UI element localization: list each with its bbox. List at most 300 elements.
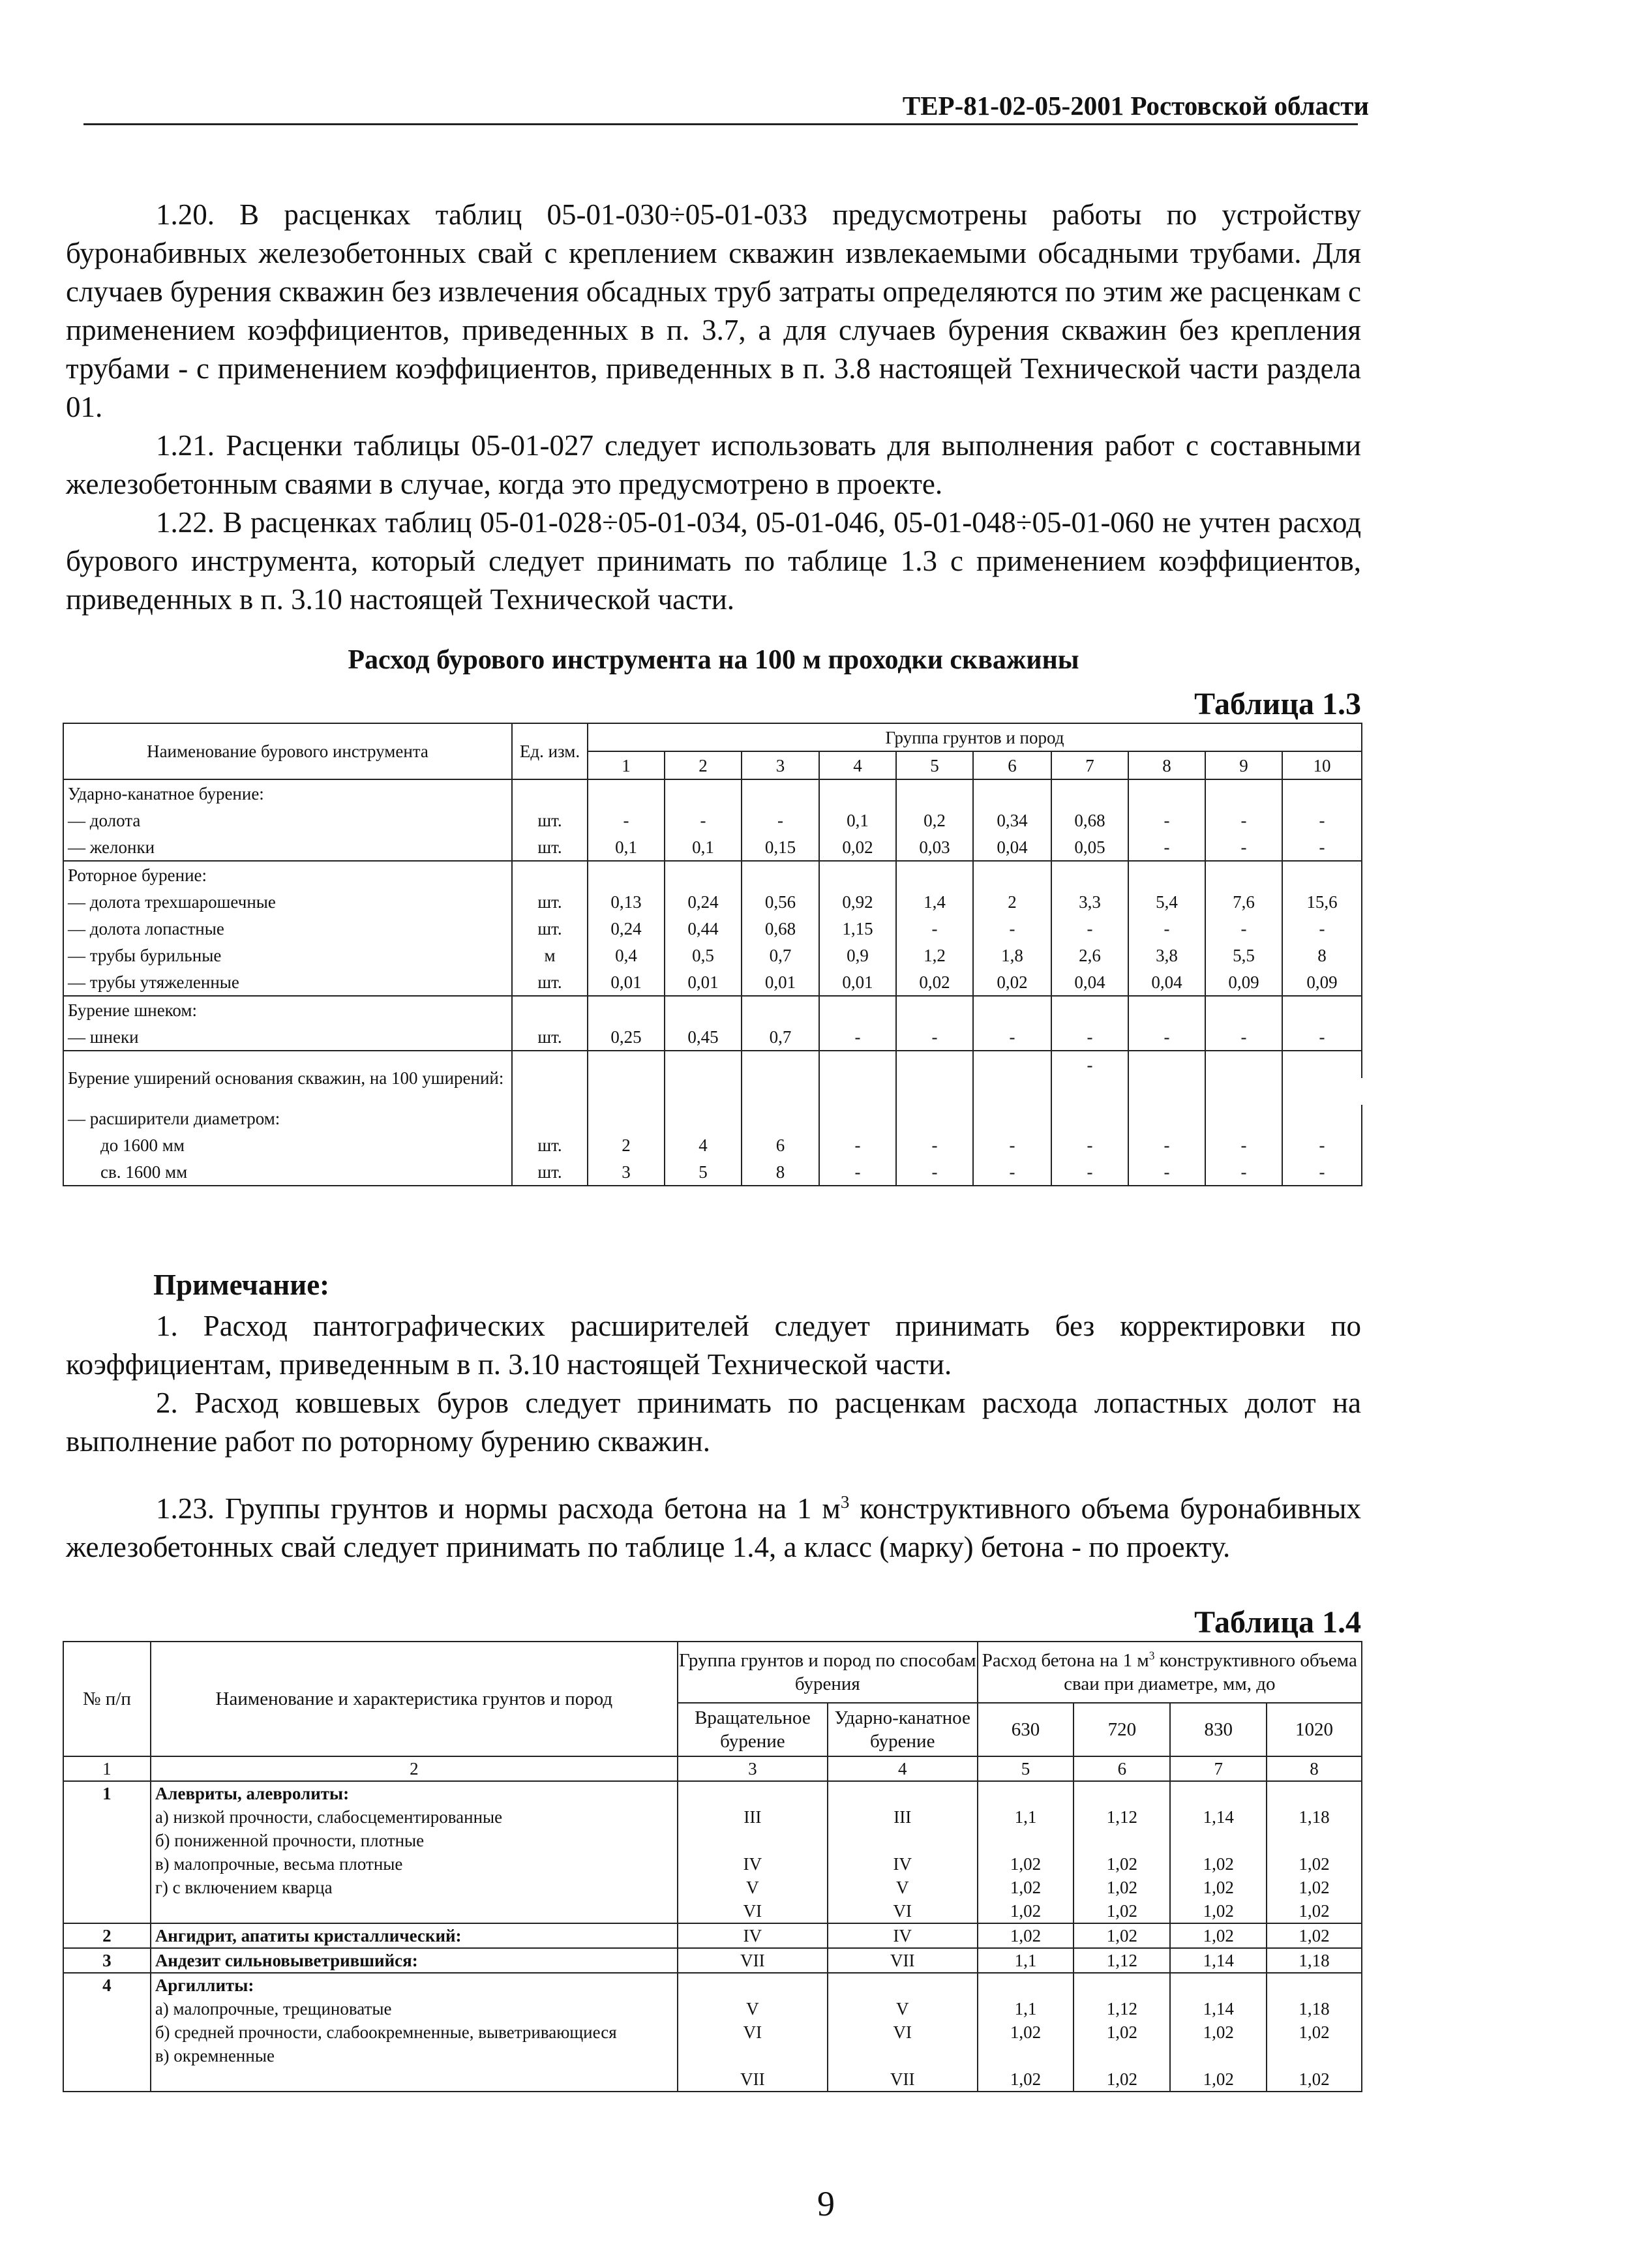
cell-line: IV bbox=[893, 1926, 912, 1945]
tool-value: 0,04 bbox=[973, 833, 1051, 861]
empty-cell bbox=[665, 779, 742, 807]
empty-cell bbox=[1128, 779, 1205, 807]
tool-value: - bbox=[1282, 807, 1362, 833]
tool-value: 2,6 bbox=[1051, 942, 1128, 968]
consumption-value bbox=[1074, 1923, 1170, 1948]
soil-subtype: в) окремненные bbox=[155, 2046, 275, 2065]
cell-line: VII bbox=[740, 2069, 765, 2089]
paragraph-1-23 bbox=[66, 1490, 1361, 1567]
spacer bbox=[828, 1782, 977, 1805]
tool-value: 0,68 bbox=[742, 915, 819, 942]
cell-line: 1,02 bbox=[1010, 1854, 1042, 1874]
cell-line: 1,12 bbox=[1106, 1807, 1137, 1827]
table-row bbox=[63, 833, 1362, 861]
header-consumption-superscript: 3 bbox=[1149, 1649, 1155, 1662]
tool-value: 2 bbox=[588, 1132, 665, 1158]
tool-unit: шт. bbox=[512, 1132, 588, 1158]
note-2: 2. Расход ковшевых буров следует принимать по расценкам расхода лопастных долот на выполнение работ по роторному бурению скважин. bbox=[66, 1387, 1361, 1458]
empty-cell bbox=[512, 1051, 588, 1078]
header-diameter-720: 720 bbox=[1074, 1703, 1170, 1756]
table-row bbox=[63, 1132, 1362, 1158]
soil-subtype: г) с включением кварца bbox=[155, 1878, 333, 1897]
soil-subtype: б) средней прочности, слабоокремненные, выветривающиеся bbox=[155, 2022, 617, 2042]
tool-value: - bbox=[1051, 1132, 1128, 1158]
tool-value: 0,7 bbox=[742, 942, 819, 968]
section-title: Бурение шнеком: bbox=[63, 996, 512, 1023]
tool-value: 5 bbox=[665, 1158, 742, 1186]
spacer bbox=[678, 2044, 827, 2067]
tool-name: — долота лопастные bbox=[63, 915, 512, 942]
cell-line: 1,12 bbox=[1106, 1951, 1137, 1970]
column-number: 9 bbox=[1205, 751, 1282, 779]
tool-value: - bbox=[896, 1132, 973, 1158]
table-row bbox=[63, 807, 1362, 833]
tool-value: 4 bbox=[665, 1132, 742, 1158]
empty-cell bbox=[665, 1051, 742, 1078]
header-soil-name: Наименование и характеристика грунтов и пород bbox=[151, 1642, 678, 1756]
header-rotary: Вращательное бурение bbox=[678, 1703, 828, 1756]
cell-line: VII bbox=[890, 1951, 915, 1970]
empty-cell bbox=[896, 1078, 973, 1105]
empty-cell bbox=[1128, 1105, 1205, 1132]
tool-value: - bbox=[665, 807, 742, 833]
spacer bbox=[1074, 1829, 1169, 1852]
column-number: 7 bbox=[1051, 751, 1128, 779]
empty-cell bbox=[1282, 1105, 1362, 1132]
empty-cell bbox=[512, 1105, 588, 1132]
table-1-3-header-row bbox=[63, 723, 1362, 751]
tool-value: 0,4 bbox=[588, 942, 665, 968]
consumption-value bbox=[1170, 1973, 1267, 2092]
tool-value: - bbox=[1205, 833, 1282, 861]
cell-line: 1,02 bbox=[1299, 1878, 1330, 1897]
paragraph-1-23-superscript: 3 bbox=[840, 1492, 850, 1512]
tool-unit: шт. bbox=[512, 833, 588, 861]
tool-value: 0,02 bbox=[973, 968, 1051, 996]
empty-cell bbox=[819, 861, 896, 888]
section-title: Бурение уширений основания скважин, на 100 уширений: bbox=[63, 1051, 512, 1105]
table-row bbox=[63, 968, 1362, 996]
column-number: 5 bbox=[978, 1756, 1074, 1781]
row-number: 3 bbox=[63, 1948, 151, 1973]
table-row bbox=[63, 942, 1362, 968]
tool-value: 0,44 bbox=[665, 915, 742, 942]
empty-cell bbox=[1128, 1078, 1205, 1105]
tool-value: - bbox=[1128, 1132, 1205, 1158]
page-number: 9 bbox=[817, 2184, 835, 2223]
consumption-value bbox=[1170, 1781, 1267, 1923]
spacer bbox=[1171, 2044, 1266, 2067]
cell-line: V bbox=[746, 1999, 759, 2019]
header-diameter-1020: 1020 bbox=[1267, 1703, 1362, 1756]
tool-value: - bbox=[896, 915, 973, 942]
soil-row bbox=[63, 1948, 1362, 1973]
cell-line: IV bbox=[743, 1926, 762, 1945]
soil-title: Аргиллиты: bbox=[155, 1975, 254, 1995]
cell-line: 1,14 bbox=[1203, 1999, 1234, 2019]
spacer bbox=[678, 1974, 827, 1997]
spacer bbox=[1267, 1829, 1361, 1852]
empty-cell bbox=[512, 1078, 588, 1105]
header-rule bbox=[83, 123, 1358, 125]
tool-value: 8 bbox=[1282, 942, 1362, 968]
tool-value: 0,24 bbox=[588, 915, 665, 942]
table-1-3 bbox=[63, 723, 1362, 1186]
tool-value: 0,09 bbox=[1282, 968, 1362, 996]
tool-unit: м bbox=[512, 942, 588, 968]
cell-line: VI bbox=[743, 1901, 762, 1921]
empty-cell bbox=[896, 861, 973, 888]
cell-line: VI bbox=[743, 2022, 762, 2042]
empty-cell bbox=[819, 1078, 896, 1105]
soil-description bbox=[151, 1923, 678, 1948]
cell-line: 1,02 bbox=[1299, 2069, 1330, 2089]
cell-line: 1,02 bbox=[1010, 1878, 1042, 1897]
table-1-3-label: Таблица 1.3 bbox=[1194, 687, 1361, 721]
column-number: 5 bbox=[896, 751, 973, 779]
cell-line: 1,1 bbox=[1014, 1951, 1037, 1970]
cell-line: IV bbox=[893, 1854, 912, 1874]
empty-cell bbox=[1205, 1078, 1282, 1105]
column-number: 4 bbox=[828, 1756, 978, 1781]
consumption-value bbox=[1267, 1781, 1362, 1923]
cell-line: III bbox=[743, 1807, 762, 1827]
section-header-row bbox=[63, 861, 1362, 888]
cell-line: 1,02 bbox=[1299, 1854, 1330, 1874]
section-title: Роторное бурение: bbox=[63, 861, 512, 888]
column-number: 7 bbox=[1170, 1756, 1267, 1781]
tool-value: 15,6 bbox=[1282, 888, 1362, 915]
empty-cell bbox=[1282, 779, 1362, 807]
cell-line: 1,12 bbox=[1106, 1999, 1137, 2019]
spacer bbox=[978, 1974, 1074, 1997]
consumption-value bbox=[978, 1781, 1074, 1923]
consumption-value bbox=[1267, 1923, 1362, 1948]
consumption-value bbox=[1074, 1948, 1170, 1973]
section-subtitle: — расширители диаметром: bbox=[63, 1105, 512, 1132]
empty-cell bbox=[1282, 1051, 1362, 1078]
tool-value: 0,01 bbox=[819, 968, 896, 996]
empty-cell bbox=[973, 861, 1051, 888]
empty-cell bbox=[896, 996, 973, 1023]
cell-line: 1,02 bbox=[1299, 2022, 1330, 2042]
cell-line: 1,14 bbox=[1203, 1807, 1234, 1827]
consumption-value bbox=[1170, 1923, 1267, 1948]
tool-value: - bbox=[1205, 1132, 1282, 1158]
cell-line: VI bbox=[893, 2022, 912, 2042]
empty-cell bbox=[742, 861, 819, 888]
running-header: ТЕР-81-02-05-2001 Ростовской области bbox=[902, 91, 1369, 121]
cell-line: 1,02 bbox=[1106, 1854, 1137, 1874]
cell-line: VII bbox=[740, 1951, 765, 1970]
soil-subtype: в) малопрочные, весьма плотные bbox=[155, 1854, 403, 1874]
empty-cell bbox=[1282, 861, 1362, 888]
spacer bbox=[1267, 1974, 1361, 1997]
tool-name: — трубы утяжеленные bbox=[63, 968, 512, 996]
note-1: 1. Расход пантографических расширителей следует принимать без корректировки по коэффициентам, приведенным в п. 3.10 настоящей Технической части. bbox=[66, 1310, 1361, 1381]
tool-value: 3,3 bbox=[1051, 888, 1128, 915]
tool-value: 0,01 bbox=[742, 968, 819, 996]
cell-line: 1,02 bbox=[1106, 2022, 1137, 2042]
empty-cell bbox=[588, 1105, 665, 1132]
consumption-value bbox=[978, 1948, 1074, 1973]
cell-line: 1,02 bbox=[1010, 2022, 1042, 2042]
tool-value: 1,2 bbox=[896, 942, 973, 968]
header-consumption-part-2: конструктивного объема сваи при диаметре, мм, до bbox=[1064, 1650, 1357, 1694]
paragraph-1-23-part-2: конструктивного объема буронабивных железобетонных свай следует принимать по таблице 1.4, а класс (марку) бетона - по проекту. bbox=[66, 1492, 1362, 1563]
empty-cell bbox=[973, 1078, 1051, 1105]
tool-value: 3,8 bbox=[1128, 942, 1205, 968]
cell-line: 1,02 bbox=[1203, 2069, 1234, 2089]
tool-name: — трубы бурильные bbox=[63, 942, 512, 968]
spacer bbox=[1074, 1782, 1169, 1805]
column-number: 8 bbox=[1267, 1756, 1362, 1781]
table-row bbox=[63, 915, 1362, 942]
empty-cell bbox=[1205, 779, 1282, 807]
empty-cell bbox=[742, 1051, 819, 1078]
section-header-row bbox=[63, 996, 1362, 1023]
column-number: 6 bbox=[1074, 1756, 1170, 1781]
consumption-value bbox=[1170, 1948, 1267, 1973]
tool-value: - bbox=[1051, 1023, 1128, 1051]
empty-cell bbox=[819, 779, 896, 807]
empty-cell bbox=[742, 1078, 819, 1105]
header-num: № п/п bbox=[63, 1642, 151, 1756]
empty-cell bbox=[973, 1105, 1051, 1132]
tool-value: 0,34 bbox=[973, 807, 1051, 833]
header-percussion: Ударно-канатное бурение bbox=[828, 1703, 978, 1756]
column-number: 4 bbox=[819, 751, 896, 779]
empty-cell bbox=[896, 1051, 973, 1078]
cell-line: VII bbox=[890, 2069, 915, 2089]
header-unit: Ед. изм. bbox=[512, 723, 588, 779]
empty-cell bbox=[665, 1105, 742, 1132]
tool-name: — желонки bbox=[63, 833, 512, 861]
tool-value: 1,8 bbox=[973, 942, 1051, 968]
tool-value: 2 bbox=[973, 888, 1051, 915]
tool-value: 0,15 bbox=[742, 833, 819, 861]
tool-value: 0,03 bbox=[896, 833, 973, 861]
empty-cell bbox=[1051, 779, 1128, 807]
header-drilling-group: Группа грунтов и пород по способам бурения bbox=[678, 1642, 978, 1703]
tool-value: 0,1 bbox=[819, 807, 896, 833]
cell-line: V bbox=[895, 1999, 909, 2019]
soil-title: Алевриты, алевролиты: bbox=[155, 1784, 350, 1803]
consumption-value bbox=[1267, 1973, 1362, 2092]
consumption-value bbox=[978, 1923, 1074, 1948]
column-number: 2 bbox=[665, 751, 742, 779]
paragraph-1-23-part-1: 1.23. Группы грунтов и нормы расхода бетона на 1 м bbox=[156, 1492, 841, 1525]
row-number: 2 bbox=[63, 1923, 151, 1948]
empty-cell bbox=[1128, 996, 1205, 1023]
section-header-row bbox=[63, 779, 1362, 807]
tool-name: — долота bbox=[63, 807, 512, 833]
table-1-4 bbox=[63, 1641, 1362, 2092]
table-row bbox=[63, 888, 1362, 915]
paragraph-1-22: 1.22. В расценках таблиц 05-01-028÷05-01-034, 05-01-046, 05-01-048÷05-01-060 не учтен расход бурового инструмента, который следует принимать по таблице 1.3 с применением коэффициентов, приведенных в п. 3.10 настоящей Технической части. bbox=[66, 506, 1361, 616]
header-consumption-part-1: Расход бетона на 1 м bbox=[982, 1650, 1149, 1671]
rotary-group bbox=[678, 1948, 828, 1973]
soil-row bbox=[63, 1781, 1362, 1923]
tool-name: до 1600 мм bbox=[63, 1132, 512, 1158]
tool-value: - bbox=[1205, 1023, 1282, 1051]
tool-value: - bbox=[1282, 1158, 1362, 1186]
empty-cell bbox=[588, 1078, 665, 1105]
tool-value: 0,04 bbox=[1051, 968, 1128, 996]
tool-value: 0,1 bbox=[588, 833, 665, 861]
soil-description bbox=[151, 1973, 678, 2092]
tool-value: 6 bbox=[742, 1132, 819, 1158]
empty-cell bbox=[1051, 861, 1128, 888]
empty-cell bbox=[588, 779, 665, 807]
empty-cell bbox=[1282, 996, 1362, 1023]
cell-line: 1,1 bbox=[1014, 1807, 1037, 1827]
tool-unit: шт. bbox=[512, 807, 588, 833]
tool-value: - bbox=[896, 1158, 973, 1186]
column-number: 3 bbox=[742, 751, 819, 779]
cell-line: 1,02 bbox=[1106, 1901, 1137, 1921]
empty-cell bbox=[973, 1051, 1051, 1078]
tool-unit: шт. bbox=[512, 888, 588, 915]
rotary-group bbox=[678, 1973, 828, 2092]
cell-line: 1,02 bbox=[1106, 2069, 1137, 2089]
tool-value: 5,4 bbox=[1128, 888, 1205, 915]
consumption-value bbox=[978, 1973, 1074, 2092]
spacer bbox=[828, 1974, 977, 1997]
percussion-group bbox=[828, 1973, 978, 2092]
column-number: 6 bbox=[973, 751, 1051, 779]
tool-unit: шт. bbox=[512, 915, 588, 942]
consumption-value bbox=[1074, 1781, 1170, 1923]
cell-line: 1,02 bbox=[1203, 1854, 1234, 1874]
cell-line: 1,14 bbox=[1203, 1951, 1234, 1970]
rotary-group bbox=[678, 1781, 828, 1923]
cell-line: 1,02 bbox=[1010, 1901, 1042, 1921]
tool-name: — долота трехшарошечные bbox=[63, 888, 512, 915]
tool-value: - bbox=[1128, 807, 1205, 833]
spacer bbox=[1267, 2044, 1361, 2067]
paragraph-1-20: 1.20. В расценках таблиц 05-01-030÷05-01-033 предусмотрены работы по устройству буронабивных железобетонных свай с креплением скважин извлекаемыми обсадными трубами. Для случаев бурения скважин без извлечения обсадных труб затраты определяются по этим же расценкам с применением коэффициентов, приведенных в п. 3.7, а для случаев бурения скважин без крепления трубами - с применением коэффициентов, приведенных в п. 3.8 настоящей Технической части раздела 01. bbox=[66, 198, 1361, 423]
tool-value: 0,24 bbox=[665, 888, 742, 915]
tool-value: 0,56 bbox=[742, 888, 819, 915]
tool-value: - bbox=[819, 1023, 896, 1051]
tool-value: - bbox=[819, 1132, 896, 1158]
percussion-group bbox=[828, 1948, 978, 1973]
rotary-group bbox=[678, 1923, 828, 1948]
tool-value: - bbox=[1282, 1132, 1362, 1158]
tool-value: 0,7 bbox=[742, 1023, 819, 1051]
empty-cell bbox=[1205, 1051, 1282, 1078]
empty-cell bbox=[512, 861, 588, 888]
tool-value: 0,02 bbox=[896, 968, 973, 996]
header-diameter-630: 630 bbox=[978, 1703, 1074, 1756]
empty-cell bbox=[665, 1078, 742, 1105]
spacer bbox=[1074, 2044, 1169, 2067]
cell-line: 1,02 bbox=[1203, 1901, 1234, 1921]
tool-value: 1,15 bbox=[819, 915, 896, 942]
tool-value: 0,68 bbox=[1051, 807, 1128, 833]
tool-value: 0,01 bbox=[665, 968, 742, 996]
section-header-row bbox=[63, 1051, 1362, 1078]
soil-description bbox=[151, 1781, 678, 1923]
tool-value: 0,09 bbox=[1205, 968, 1282, 996]
tool-value: - bbox=[742, 807, 819, 833]
tool-value: 0,45 bbox=[665, 1023, 742, 1051]
empty-cell bbox=[665, 996, 742, 1023]
spacer bbox=[678, 1829, 827, 1852]
soil-subtype: б) пониженной прочности, плотные bbox=[155, 1831, 425, 1850]
tool-value: 0,04 bbox=[1128, 968, 1205, 996]
column-number: 3 bbox=[678, 1756, 828, 1781]
empty-cell bbox=[819, 1051, 896, 1078]
empty-cell bbox=[1128, 861, 1205, 888]
tool-value: - bbox=[1128, 1158, 1205, 1186]
spacer bbox=[1171, 1829, 1266, 1852]
tool-value: - bbox=[1282, 1023, 1362, 1051]
spacer bbox=[978, 1782, 1074, 1805]
soil-subtype: а) малопрочные, трещиноватые bbox=[155, 1999, 392, 2019]
tool-value: 0,92 bbox=[819, 888, 896, 915]
empty-cell bbox=[1205, 1105, 1282, 1132]
spacer bbox=[1074, 1974, 1169, 1997]
table-1-4-header-row-1 bbox=[63, 1642, 1362, 1703]
empty-cell bbox=[1205, 861, 1282, 888]
row-number: 1 bbox=[63, 1781, 151, 1923]
empty-cell bbox=[512, 996, 588, 1023]
tool-value: 0,05 bbox=[1051, 833, 1128, 861]
empty-cell bbox=[665, 861, 742, 888]
tool-unit: шт. bbox=[512, 1158, 588, 1186]
tool-value: - bbox=[1128, 1023, 1205, 1051]
soil-row bbox=[63, 1973, 1362, 2092]
tool-value: - bbox=[1128, 833, 1205, 861]
table-row bbox=[63, 1158, 1362, 1186]
soil-title: Андезит сильновыветрившийся: bbox=[155, 1951, 418, 1970]
cell-line: V bbox=[895, 1878, 909, 1897]
column-number: 8 bbox=[1128, 751, 1205, 779]
table-1-3-caption: Расход бурового инструмента на 100 м проходки скважины bbox=[348, 645, 1079, 675]
spacer bbox=[978, 2044, 1074, 2067]
cell-line: 1,02 bbox=[1010, 2069, 1042, 2089]
tool-value: - bbox=[973, 1023, 1051, 1051]
section-subheader-row bbox=[63, 1105, 1362, 1132]
cell-line: V bbox=[746, 1878, 759, 1897]
soil-description bbox=[151, 1948, 678, 1973]
spacer bbox=[1267, 1782, 1361, 1805]
tool-value: 1,4 bbox=[896, 888, 973, 915]
soil-row bbox=[63, 1923, 1362, 1948]
spacer bbox=[1171, 1974, 1266, 1997]
tool-name: — шнеки bbox=[63, 1023, 512, 1051]
empty-cell bbox=[1051, 996, 1128, 1023]
consumption-value bbox=[1074, 1973, 1170, 2092]
empty-cell bbox=[819, 1105, 896, 1132]
tool-value: 0,01 bbox=[588, 968, 665, 996]
tool-value: - bbox=[1282, 833, 1362, 861]
tool-value: - bbox=[1205, 807, 1282, 833]
table-1-4-label: Таблица 1.4 bbox=[1194, 1605, 1361, 1640]
cell-line: 1,02 bbox=[1299, 1926, 1330, 1945]
tool-value: 0,25 bbox=[588, 1023, 665, 1051]
table-row bbox=[63, 1023, 1362, 1051]
empty-cell bbox=[1128, 1051, 1205, 1078]
spacer bbox=[1171, 1782, 1266, 1805]
tool-value: 0,5 bbox=[665, 942, 742, 968]
tool-name: св. 1600 мм bbox=[63, 1158, 512, 1186]
column-number: 2 bbox=[151, 1756, 678, 1781]
tool-value: 0,02 bbox=[819, 833, 896, 861]
tool-value: - bbox=[973, 1132, 1051, 1158]
